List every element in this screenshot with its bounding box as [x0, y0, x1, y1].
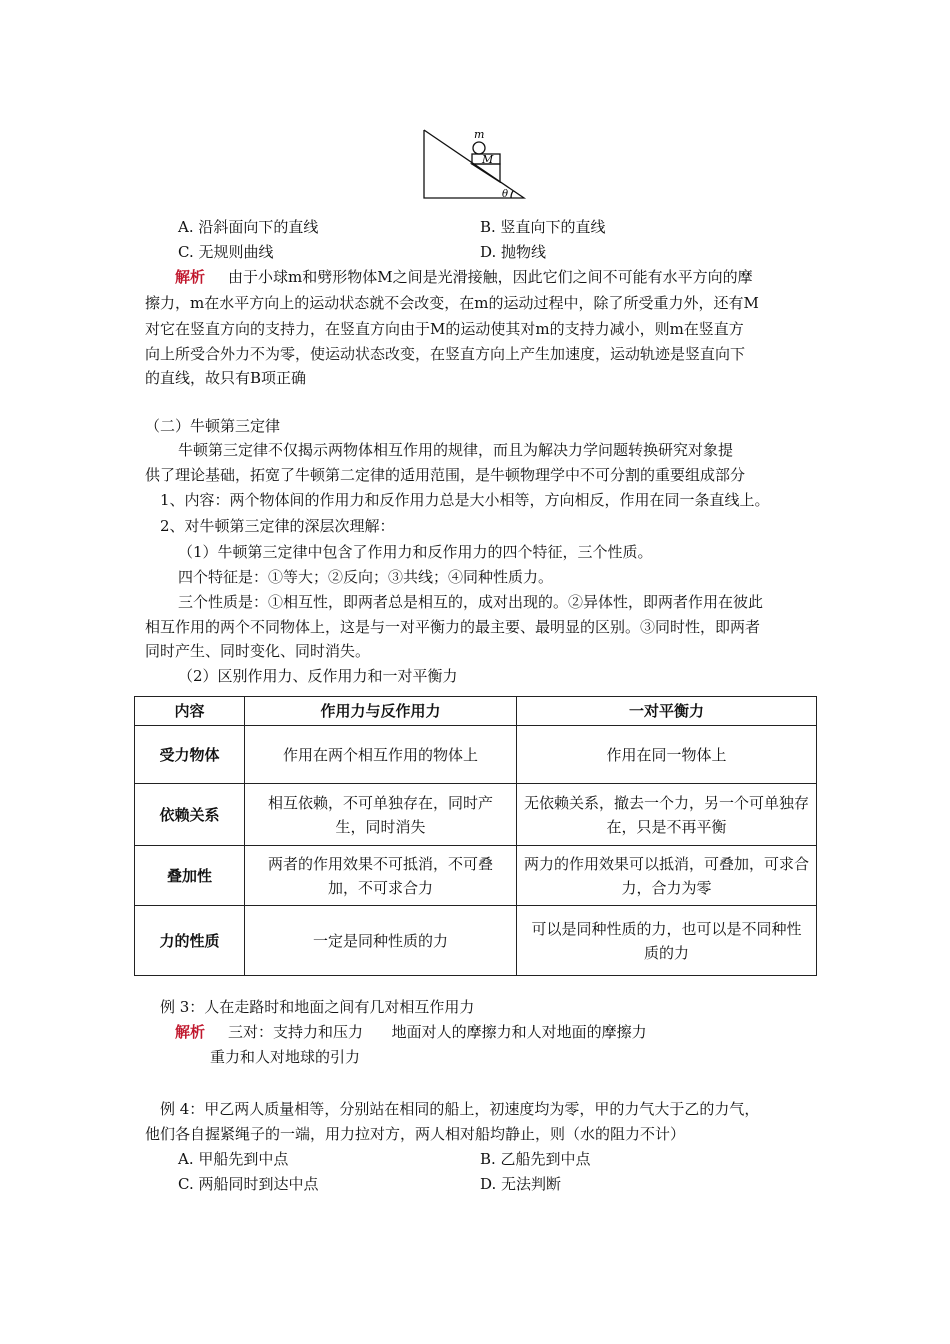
example-4-option-b: B. 乙船先到中点: [480, 1150, 591, 1168]
item-2: 2、对牛顿第三定律的深层次理解：: [160, 517, 395, 535]
table-cell: 相互依赖，不可单独存在，同时产生，同时消失: [245, 784, 517, 846]
table-row: [135, 726, 817, 784]
props-line: 相互作用的两个不同物体上，这是与一对平衡力的最主要、最明显的区别。③同时性，即两者: [145, 618, 761, 636]
table-row: [135, 784, 817, 846]
intro-line: 牛顿第三定律不仅揭示两物体相互作用的规律，而且为解决力学问题转换研究对象提: [178, 441, 734, 459]
example-3-answer-line: 三对：支持力和压力 地面对人的摩擦力和人对地面的摩擦力: [228, 1023, 647, 1041]
example-4-option-d: D. 无法判断: [480, 1175, 562, 1193]
analysis-line: 向上所受合外力不为零，使运动状态改变，在竖直方向上产生加速度，运动轨迹是竖直向下: [145, 345, 746, 363]
table-row: [135, 846, 817, 906]
table-header: 作用力与反作用力: [245, 697, 517, 726]
option-c: C. 无规则曲线: [178, 243, 274, 261]
option-d: D. 抛物线: [480, 243, 547, 261]
option-a: A. 沿斜面向下的直线: [178, 218, 319, 236]
example-4-option-c: C. 两船同时到达中点: [178, 1175, 319, 1193]
example-4-question: 他们各自握紧绳子的一端，用力拉对方，两人相对船均静止，则（水的阻力不计）: [145, 1125, 686, 1143]
table-cell: 作用在两个相互作用的物体上: [245, 726, 517, 784]
section-heading: （二）牛顿第三定律: [145, 417, 281, 435]
table-cell: 可以是同种性质的力，也可以是不同种性质的力: [517, 906, 817, 976]
table-cell: 一定是同种性质的力: [245, 906, 517, 976]
table-cell: 两力的作用效果可以抵消，可叠加，可求合力，合力为零: [517, 846, 817, 906]
sub-1: （1）牛顿第三定律中包含了作用力和反作用力的四个特征，三个性质。: [178, 543, 653, 561]
table-row: [135, 906, 817, 976]
table-header: 内容: [135, 697, 245, 726]
sub-2: （2）区别作用力、反作用力和一对平衡力: [178, 667, 458, 685]
table-header-row: [135, 697, 817, 726]
example-4-option-a: A. 甲船先到中点: [178, 1150, 289, 1168]
example-4-question: 例 4：甲乙两人质量相等，分别站在相同的船上，初速度均为零，甲的力气大于乙的力气，: [160, 1100, 760, 1118]
label-m: m: [474, 128, 485, 141]
option-b: B. 竖直向下的直线: [480, 218, 606, 236]
analysis-line: 对它在竖直方向的支持力，在竖直方向由于M的运动使其对m的支持力减小，则m在竖直方: [145, 320, 744, 338]
label-M: M: [482, 153, 494, 166]
analysis-line: 由于小球m和劈形物体M之间是光滑接触，因此它们之间不可能有水平方向的摩: [228, 268, 753, 286]
table-header: 一对平衡力: [517, 697, 817, 726]
example-3-analysis-label: 解析: [175, 1023, 206, 1041]
comparison-table: [134, 696, 817, 976]
features-line: 四个特征是：①等大；②反向；③共线；④同种性质力。: [178, 568, 554, 586]
theta-arc: [511, 191, 513, 198]
item-1: 1、内容：两个物体间的作用力和反作用力总是大小相等，方向相反，作用在同一条直线上。: [160, 491, 770, 509]
intro-line: 供了理论基础，拓宽了牛顿第二定律的适用范围，是牛顿物理学中不可分割的重要组成部分: [145, 466, 746, 484]
example-3-question: 例 3：人在走路时和地面之间有几对相互作用力: [160, 998, 475, 1016]
analysis-line: 擦力，m在水平方向上的运动状态就不会改变，在m的运动过程中，除了所受重力外，还有M: [145, 294, 759, 312]
example-3-answer-line: 重力和人对地球的引力: [210, 1048, 361, 1066]
table-row-header: 叠加性: [135, 846, 245, 906]
analysis-label: 解析: [175, 268, 206, 286]
table-cell: 两者的作用效果不可抵消，不可叠加，不可求合力: [245, 846, 517, 906]
table-cell: 无依赖关系，撤去一个力，另一个可单独存在，只是不再平衡: [517, 784, 817, 846]
table-cell: 作用在同一物体上: [517, 726, 817, 784]
props-line: 同时产生、同时变化、同时消失。: [145, 642, 371, 660]
analysis-line: 的直线，故只有B项正确: [145, 369, 307, 387]
table-row-header: 依赖关系: [135, 784, 245, 846]
label-theta: θ: [502, 189, 509, 200]
table-row-header: 力的性质: [135, 906, 245, 976]
props-line: 三个性质是：①相互性，即两者总是相互的，成对出现的。②异体性，即两者作用在彼此: [178, 593, 764, 611]
incline-figure: [420, 128, 530, 204]
table-row-header: 受力物体: [135, 726, 245, 784]
wedge-M-body: [472, 164, 500, 182]
